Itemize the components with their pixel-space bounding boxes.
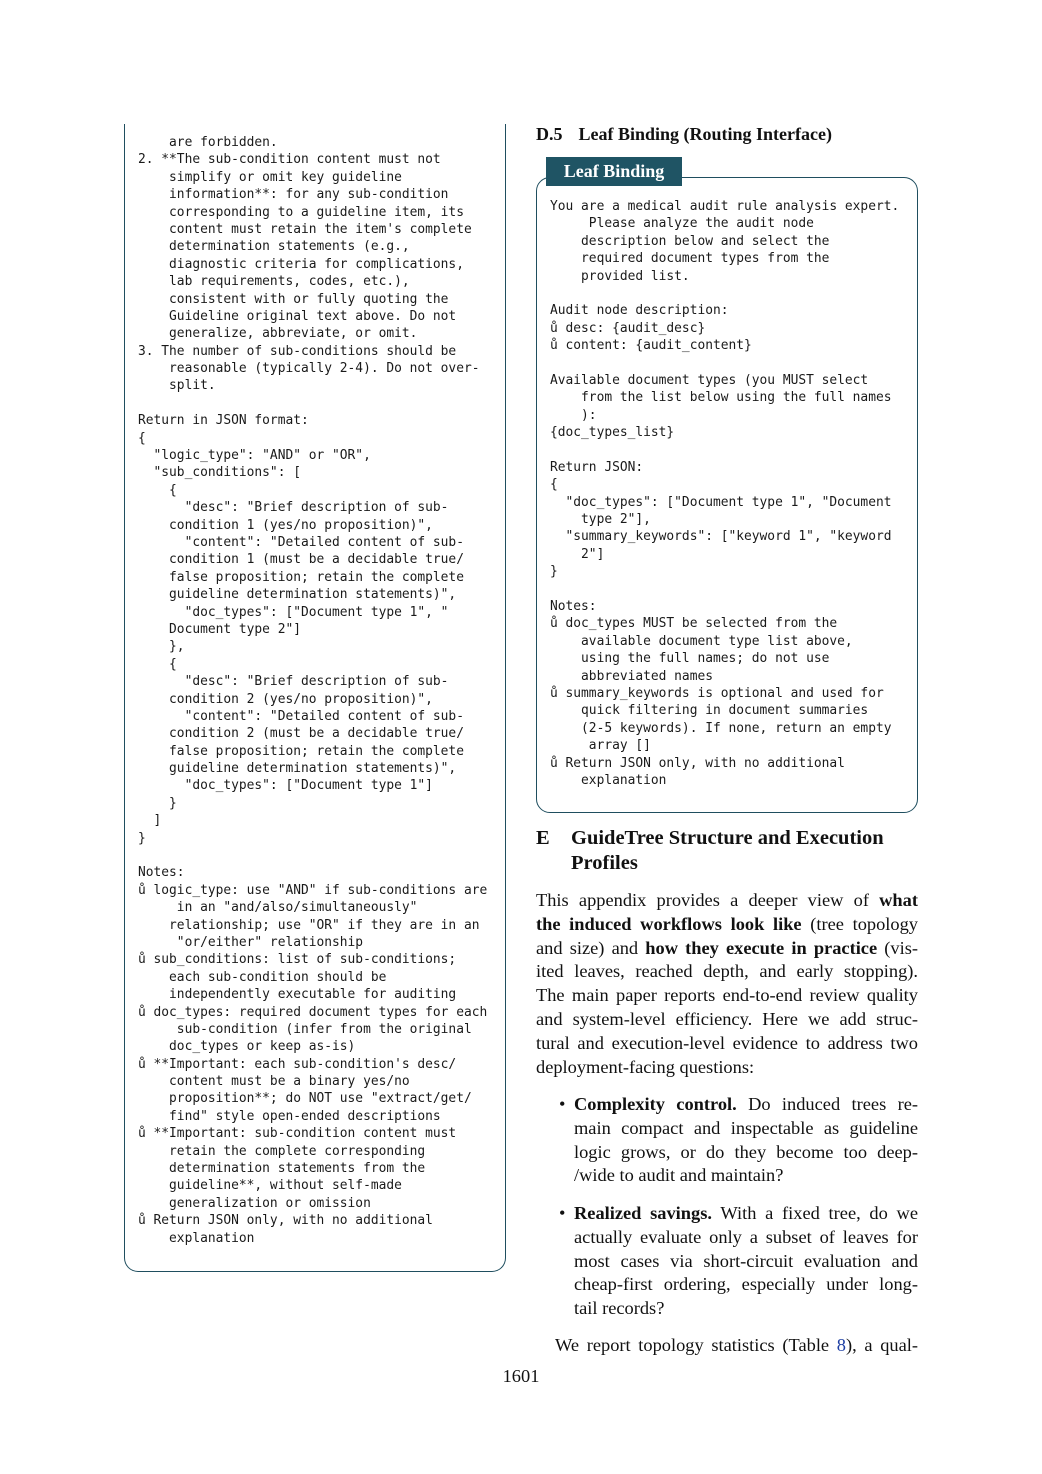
code-line: Notes:	[138, 865, 185, 881]
paragraph-line: tural and execution-level evidence to address two	[536, 1032, 918, 1053]
code-line	[550, 581, 912, 598]
bullet-text: most cases via short-circuit evaluation and	[574, 1250, 918, 1271]
code-line: relationship; use "OR" if they are in an	[138, 917, 480, 933]
code-line: Return in JSON format:	[138, 413, 309, 429]
code-line: content must be a binary yes/no	[138, 1074, 410, 1090]
code-line: guideline determination statements)",	[138, 587, 457, 603]
code-line: doc_types or keep as-is)	[138, 1039, 356, 1055]
bullet-text: logic grows, or do they become too deep-	[574, 1141, 918, 1162]
code-line: You are a medical audit rule analysis expert.	[550, 199, 900, 214]
code-line: using the full names; do not use	[550, 651, 830, 667]
code-line: "desc": "Brief description of sub-	[138, 674, 449, 690]
code-line: content must retain the item's complete	[138, 221, 472, 237]
code-line: ů content: {audit_content}	[550, 338, 752, 354]
code-line: provided list.	[550, 268, 690, 284]
code-line: condition 2 (must be a decidable true/	[138, 726, 464, 742]
code-line	[138, 395, 500, 412]
code-line: condition 1 (yes/no proposition)",	[138, 517, 433, 533]
bullet-text: tail records?	[574, 1298, 665, 1319]
paragraph-text: and size) and	[536, 937, 646, 958]
code-line: Notes:	[550, 598, 597, 614]
bullet-text: /wide to audit and maintain?	[574, 1165, 784, 1186]
code-line: sub-condition (infer from the original	[138, 1021, 472, 1037]
code-line: "content": "Detailed content of sub-	[138, 534, 464, 550]
code-line: determination statements from the	[138, 1161, 426, 1177]
paragraph-line: deployment-facing questions:	[536, 1056, 755, 1077]
bullet-heading: Complexity control.	[574, 1094, 737, 1114]
code-line: are forbidden.	[138, 135, 278, 150]
code-line: reasonable (typically 2-4). Do not over-	[138, 361, 480, 377]
code-line: 2. **The sub-condition content must not	[138, 152, 441, 168]
code-line: in an "and/also/simultaneously"	[138, 900, 418, 916]
code-line: quick filtering in document summaries	[550, 703, 869, 719]
section-number: E	[536, 827, 550, 849]
code-line: type 2"],	[550, 512, 651, 528]
code-line: description below and select the	[550, 233, 830, 249]
bullet-heading: Realized savings.	[574, 1203, 712, 1223]
paragraph-line: ited leaves, reached depth, and early stopping).	[536, 961, 918, 982]
code-line: false proposition; retain the complete	[138, 569, 464, 585]
code-line: lab requirements, codes, etc.),	[138, 274, 410, 290]
section-d5-heading	[536, 124, 832, 145]
paragraph-bold-text: the induced workflows look like	[536, 913, 802, 934]
code-line: ):	[550, 407, 597, 423]
code-line	[550, 355, 912, 372]
code-line: ů Return JSON only, with no additional	[550, 755, 845, 771]
code-line: ů Return JSON only, with no additional	[138, 1213, 433, 1229]
paragraph-bold-text: what	[879, 890, 918, 910]
bullet-dot: •	[559, 1094, 566, 1114]
code-line: {	[138, 482, 177, 498]
code-line: guideline**, without self-made	[138, 1178, 402, 1194]
code-line: ů doc_types: required document types for each	[138, 1004, 488, 1020]
section-title-line-1: GuideTree Structure and Execution	[571, 827, 884, 849]
section-title: Leaf Binding (Routing Interface)	[578, 124, 832, 144]
code-line: each sub-condition should be	[138, 969, 387, 985]
code-line: generalization or omission	[138, 1195, 371, 1211]
code-line: determination statements (e.g.,	[138, 239, 410, 255]
code-line: simplify or omit key guideline	[138, 169, 402, 185]
paragraph-text: (vis-	[877, 937, 918, 958]
code-line: guideline determination statements)",	[138, 761, 457, 777]
code-line: "content": "Detailed content of sub-	[138, 708, 464, 724]
code-line: ů summary_keywords is optional and used for	[550, 685, 884, 701]
bullet-text: With a fixed tree, do we	[711, 1203, 918, 1223]
table-8-link[interactable]: 8	[836, 1335, 846, 1355]
code-line: Guideline original text above. Do not	[138, 308, 457, 324]
code-line: "doc_types": ["Document type 1", "Document	[550, 494, 892, 510]
code-line: Available document types (you MUST select	[550, 372, 869, 388]
paragraph-line: The main paper reports end-to-end review quality	[536, 985, 918, 1006]
code-line: Return JSON:	[550, 459, 644, 475]
code-line: ů **Important: each sub-condition's desc/	[138, 1056, 457, 1072]
paragraph-line: and system-level efficiency. Here we add struc-	[536, 1008, 918, 1029]
code-line: 2"]	[550, 546, 605, 562]
continuation-line	[555, 1334, 918, 1358]
code-line: }	[550, 564, 558, 580]
leaf-binding-prompt-code	[550, 198, 912, 789]
code-line: Please analyze the audit node	[550, 216, 814, 232]
code-line: corresponding to a guideline item, its	[138, 204, 464, 220]
section-number: D.5	[536, 124, 563, 144]
code-line: "or/either" relationship	[138, 934, 364, 950]
code-line	[550, 441, 912, 458]
code-line	[550, 285, 912, 302]
bullet-text: actually evaluate only a subset of leaves for	[574, 1226, 918, 1247]
code-line: ů logic_type: use "AND" if sub-conditions are	[138, 882, 488, 898]
section-title-line-2: Profiles	[571, 852, 638, 874]
code-line: split.	[138, 378, 216, 394]
code-line: "doc_types": ["Document type 1", "	[138, 604, 449, 620]
code-line: ]	[138, 813, 162, 829]
code-line: retain the complete corresponding	[138, 1143, 426, 1159]
code-line: "desc": "Brief description of sub-	[138, 500, 449, 516]
code-line: "summary_keywords": ["keyword 1", "keyword	[550, 529, 892, 545]
code-line: generalize, abbreviate, or omit.	[138, 326, 418, 342]
code-line: {	[138, 656, 177, 672]
code-line: information**: for any sub-condition	[138, 187, 449, 203]
code-line: diagnostic criteria for complications,	[138, 256, 464, 272]
code-line: explanation	[138, 1230, 255, 1246]
code-line: from the list below using the full names	[550, 390, 892, 406]
code-line: }	[138, 830, 146, 846]
code-line: "logic_type": "AND" or "OR",	[138, 448, 371, 464]
code-line: Document type 2"]	[138, 621, 301, 637]
left-prompt-code	[138, 134, 500, 1247]
intro-paragraph	[536, 889, 918, 1079]
code-line: (2-5 keywords). If none, return an empty	[550, 720, 892, 736]
code-line: condition 2 (yes/no proposition)",	[138, 691, 433, 707]
code-line: ů doc_types MUST be selected from the	[550, 616, 838, 632]
leaf-binding-box-title: Leaf Binding	[546, 157, 682, 186]
code-line: available document type list above,	[550, 633, 853, 649]
bullet-dot: •	[559, 1203, 566, 1223]
bullet-text: main compact and inspectable as guideline	[574, 1117, 918, 1138]
code-line: {	[138, 430, 146, 446]
code-line: condition 1 (must be a decidable true/	[138, 552, 464, 568]
code-line: abbreviated names	[550, 668, 713, 684]
code-line: "sub_conditions": [	[138, 465, 301, 481]
code-line: 3. The number of sub-conditions should be	[138, 343, 457, 359]
bullet-text: cheap-first ordering, especially under long-	[574, 1274, 918, 1295]
code-line	[138, 847, 500, 864]
paragraph-text: ), a qual-	[845, 1335, 918, 1355]
page-number: 1601	[502, 1366, 540, 1386]
paragraph-text: (tree topology	[801, 913, 918, 934]
paragraph-text: We report topology statistics (Table	[555, 1335, 837, 1355]
code-line: Audit node description:	[550, 303, 729, 319]
code-line: independently executable for auditing	[138, 987, 457, 1003]
code-line: {	[550, 477, 558, 493]
code-line: find" style open-ended descriptions	[138, 1108, 441, 1124]
code-line: array []	[550, 738, 651, 754]
code-line: required document types from the	[550, 251, 830, 267]
code-line: ů **Important: sub-condition content must	[138, 1126, 457, 1142]
code-line: explanation	[550, 772, 667, 788]
code-line: false proposition; retain the complete	[138, 743, 464, 759]
code-line: consistent with or fully quoting the	[138, 291, 449, 307]
code-line: {doc_types_list}	[550, 425, 675, 441]
code-line: },	[138, 639, 185, 655]
paragraph-text: This appendix provides a deeper view of	[536, 890, 880, 910]
code-line: }	[138, 795, 177, 811]
paragraph-bold-text: how they execute in practice	[645, 937, 878, 958]
code-line: ů desc: {audit_desc}	[550, 320, 706, 336]
bullet-text: Do induced trees re-	[736, 1094, 918, 1114]
code-line: proposition**; do NOT use "extract/get/	[138, 1091, 472, 1107]
code-line: "doc_types": ["Document type 1"]	[138, 778, 433, 794]
code-line: ů sub_conditions: list of sub-conditions;	[138, 952, 457, 968]
